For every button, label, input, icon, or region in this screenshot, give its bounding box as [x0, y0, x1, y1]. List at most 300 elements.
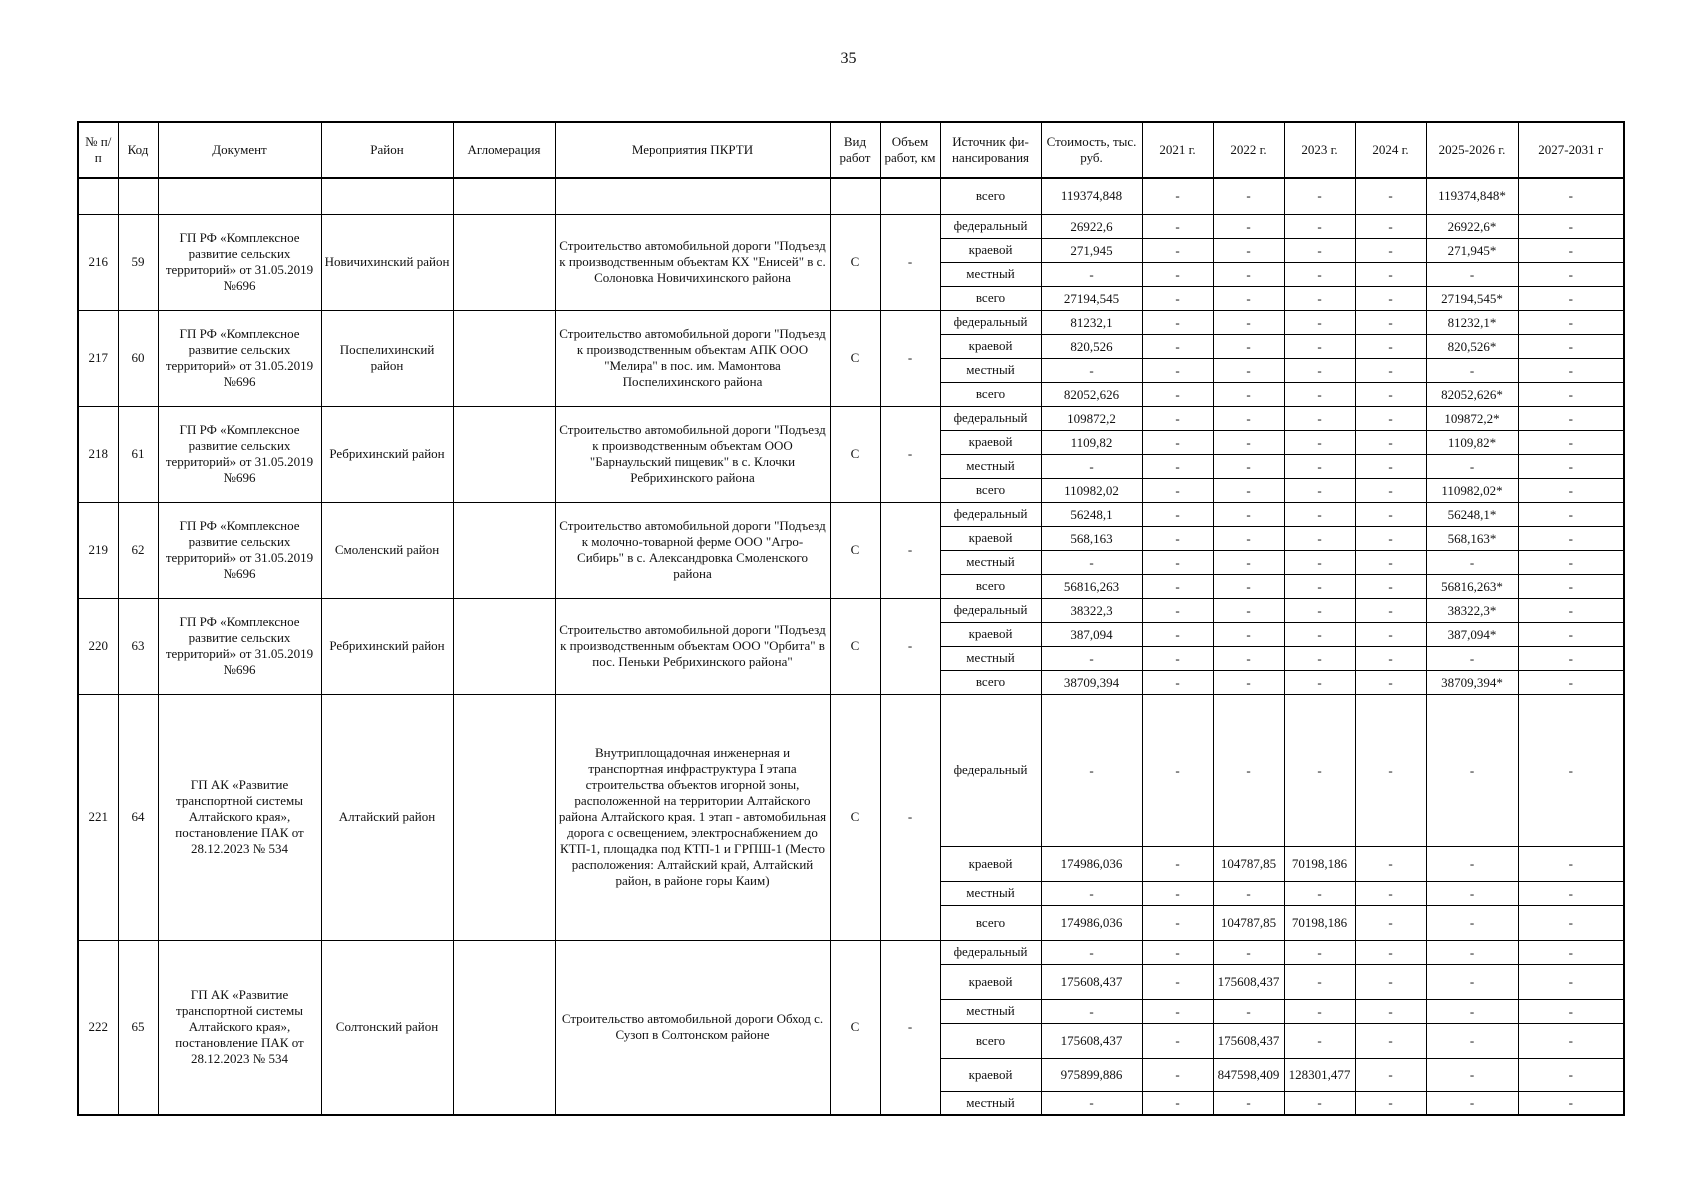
year-2025-2026-value: - [1426, 1023, 1518, 1058]
project-volume: - [880, 502, 940, 598]
project-district: Поспелихинский район [321, 310, 453, 406]
year-2022-value: - [1213, 646, 1284, 670]
year-2024-value: - [1355, 178, 1426, 214]
year-2023-value: - [1284, 550, 1355, 574]
project-code: 60 [118, 310, 158, 406]
cost-value: - [1041, 694, 1142, 846]
year-2027-2031-value: - [1518, 940, 1624, 964]
funding-source: федеральный [940, 406, 1041, 430]
year-2021-value: - [1142, 310, 1213, 334]
year-2022-value: - [1213, 238, 1284, 262]
cost-value: 271,945 [1041, 238, 1142, 262]
year-2027-2031-value: - [1518, 478, 1624, 502]
year-2022-value: 104787,85 [1213, 846, 1284, 881]
year-2021-value: - [1142, 670, 1213, 694]
project-document: ГП РФ «Комплексное развитие сельских территорий» от 31.05.2019 №696 [158, 598, 321, 694]
year-2024-value: - [1355, 646, 1426, 670]
project-volume: - [880, 940, 940, 1115]
year-2021-value: - [1142, 622, 1213, 646]
year-2024-value: - [1355, 262, 1426, 286]
project-document: ГП РФ «Комплексное развитие сельских территорий» от 31.05.2019 №696 [158, 310, 321, 406]
program-table [77, 121, 1625, 1116]
year-2024-value: - [1355, 574, 1426, 598]
project-row [78, 406, 1624, 430]
year-2025-2026-value: - [1426, 964, 1518, 999]
year-2023-value: - [1284, 382, 1355, 406]
year-2025-2026-value: 1109,82* [1426, 430, 1518, 454]
cost-value: 109872,2 [1041, 406, 1142, 430]
year-2024-value: - [1355, 358, 1426, 382]
project-work-type: С [830, 310, 880, 406]
year-2023-value: - [1284, 670, 1355, 694]
cost-value: 975899,886 [1041, 1058, 1142, 1091]
year-2022-value: 175608,437 [1213, 1023, 1284, 1058]
year-2025-2026-value: 81232,1* [1426, 310, 1518, 334]
header-document: Документ [158, 122, 321, 178]
project-agglomeration [453, 940, 555, 1115]
header-district: Район [321, 122, 453, 178]
project-work-type: С [830, 502, 880, 598]
project-district: Ребрихинский район [321, 406, 453, 502]
year-2023-value: - [1284, 598, 1355, 622]
year-2024-value: - [1355, 670, 1426, 694]
year-2023-value: - [1284, 214, 1355, 238]
year-2021-value: - [1142, 214, 1213, 238]
year-2024-value: - [1355, 999, 1426, 1023]
funding-source: федеральный [940, 598, 1041, 622]
year-2022-value: - [1213, 334, 1284, 358]
funding-source: всего [940, 670, 1041, 694]
year-2021-value: - [1142, 406, 1213, 430]
year-2027-2031-value: - [1518, 574, 1624, 598]
year-2025-2026-value: - [1426, 905, 1518, 940]
cost-value: - [1041, 550, 1142, 574]
cost-value: - [1041, 940, 1142, 964]
carry-over-row [78, 178, 1624, 214]
year-2024-value: - [1355, 940, 1426, 964]
header-agglomeration: Агломерация [453, 122, 555, 178]
cell [555, 178, 830, 214]
year-2021-value: - [1142, 646, 1213, 670]
year-2027-2031-value: - [1518, 694, 1624, 846]
year-2024-value: - [1355, 382, 1426, 406]
project-number: 219 [78, 502, 118, 598]
funding-source: краевой [940, 334, 1041, 358]
project-work-type: С [830, 694, 880, 940]
year-2023-value: - [1284, 238, 1355, 262]
year-2027-2031-value: - [1518, 999, 1624, 1023]
year-2025-2026-value: - [1426, 881, 1518, 905]
project-agglomeration [453, 214, 555, 310]
funding-source: местный [940, 999, 1041, 1023]
cell [78, 178, 118, 214]
year-2027-2031-value: - [1518, 670, 1624, 694]
cost-value: 38322,3 [1041, 598, 1142, 622]
year-2024-value: - [1355, 905, 1426, 940]
year-2023-value: 70198,186 [1284, 846, 1355, 881]
year-2027-2031-value: - [1518, 502, 1624, 526]
year-2022-value: - [1213, 622, 1284, 646]
project-number: 216 [78, 214, 118, 310]
cost-value: 26922,6 [1041, 214, 1142, 238]
year-2022-value: - [1213, 502, 1284, 526]
year-2023-value: - [1284, 310, 1355, 334]
project-volume: - [880, 406, 940, 502]
page-number: 35 [840, 50, 857, 67]
project-code: 59 [118, 214, 158, 310]
year-2022-value: - [1213, 430, 1284, 454]
year-2024-value: - [1355, 334, 1426, 358]
project-row [78, 310, 1624, 334]
year-2021-value: - [1142, 574, 1213, 598]
year-2025-2026-value: - [1426, 646, 1518, 670]
year-2025-2026-value: - [1426, 1058, 1518, 1091]
cell [118, 178, 158, 214]
year-2023-value: - [1284, 646, 1355, 670]
cost-value: 81232,1 [1041, 310, 1142, 334]
year-2025-2026-value: - [1426, 846, 1518, 881]
year-2025-2026-value: 56816,263* [1426, 574, 1518, 598]
year-2023-value: - [1284, 286, 1355, 310]
year-2024-value: - [1355, 694, 1426, 846]
project-measure: Строительство автомобильной дороги "Подъезд к производственным объектам ООО "Барнаульский пищевик" в с. Клочки Ребрихинского района [555, 406, 830, 502]
year-2023-value: - [1284, 178, 1355, 214]
year-2023-value: - [1284, 430, 1355, 454]
project-code: 65 [118, 940, 158, 1115]
funding-source: всего [940, 478, 1041, 502]
funding-source: всего [940, 286, 1041, 310]
year-2027-2031-value: - [1518, 550, 1624, 574]
project-work-type: С [830, 214, 880, 310]
year-2025-2026-value: 109872,2* [1426, 406, 1518, 430]
year-2025-2026-value: 387,094* [1426, 622, 1518, 646]
year-2024-value: - [1355, 478, 1426, 502]
funding-source: местный [940, 358, 1041, 382]
year-2025-2026-value: 38709,394* [1426, 670, 1518, 694]
year-2027-2031-value: - [1518, 238, 1624, 262]
project-row [78, 940, 1624, 964]
project-document: ГП РФ «Комплексное развитие сельских территорий» от 31.05.2019 №696 [158, 502, 321, 598]
year-2027-2031-value: - [1518, 358, 1624, 382]
funding-source: местный [940, 646, 1041, 670]
year-2025-2026-value: 26922,6* [1426, 214, 1518, 238]
year-2022-value: - [1213, 598, 1284, 622]
year-2025-2026-value: 119374,848* [1426, 178, 1518, 214]
year-2022-value: - [1213, 214, 1284, 238]
year-2022-value: - [1213, 550, 1284, 574]
header-work-type: Вид работ [830, 122, 880, 178]
year-2023-value: - [1284, 940, 1355, 964]
year-2021-value: - [1142, 286, 1213, 310]
funding-source: краевой [940, 622, 1041, 646]
project-row [78, 694, 1624, 846]
cost-value: 56816,263 [1041, 574, 1142, 598]
funding-source: краевой [940, 430, 1041, 454]
year-2022-value: - [1213, 310, 1284, 334]
year-2027-2031-value: - [1518, 964, 1624, 999]
year-2027-2031-value: - [1518, 286, 1624, 310]
table-header-row [78, 122, 1624, 178]
year-2025-2026-value: - [1426, 550, 1518, 574]
year-2021-value: - [1142, 358, 1213, 382]
project-row [78, 502, 1624, 526]
project-measure: Строительство автомобильной дороги "Подъезд к производственным объектам АПК ООО "Мелира" в пос. им. Мамонтова Поспелихинского района [555, 310, 830, 406]
year-2025-2026-value: - [1426, 262, 1518, 286]
year-2021-value: - [1142, 694, 1213, 846]
year-2027-2031-value: - [1518, 262, 1624, 286]
cell [158, 178, 321, 214]
cost-value: 175608,437 [1041, 1023, 1142, 1058]
year-2023-value: - [1284, 526, 1355, 550]
project-measure: Строительство автомобильной дороги Обход с. Сузоп в Солтонском районе [555, 940, 830, 1115]
header-2022: 2022 г. [1213, 122, 1284, 178]
cost-value: - [1041, 1091, 1142, 1115]
project-measure: Строительство автомобильной дороги "Подъезд к производственным объектам КХ "Енисей" в с. Солоновка Новичихинского района [555, 214, 830, 310]
header-num: № п/п [78, 122, 118, 178]
year-2027-2031-value: - [1518, 1058, 1624, 1091]
project-agglomeration [453, 502, 555, 598]
year-2021-value: - [1142, 334, 1213, 358]
header-code: Код [118, 122, 158, 178]
year-2025-2026-value: - [1426, 358, 1518, 382]
year-2023-value: - [1284, 1091, 1355, 1115]
project-code: 64 [118, 694, 158, 940]
project-code: 62 [118, 502, 158, 598]
cost-value: 56248,1 [1041, 502, 1142, 526]
project-number: 220 [78, 598, 118, 694]
cost-value: - [1041, 358, 1142, 382]
year-2021-value: - [1142, 964, 1213, 999]
year-2023-value: - [1284, 999, 1355, 1023]
year-2027-2031-value: - [1518, 622, 1624, 646]
funding-source: местный [940, 262, 1041, 286]
year-2023-value: - [1284, 964, 1355, 999]
project-number: 218 [78, 406, 118, 502]
cell [321, 178, 453, 214]
year-2027-2031-value: - [1518, 1023, 1624, 1058]
project-number: 217 [78, 310, 118, 406]
header-source: Источник фи-нансирования [940, 122, 1041, 178]
year-2024-value: - [1355, 430, 1426, 454]
funding-source: краевой [940, 964, 1041, 999]
project-work-type: С [830, 406, 880, 502]
funding-source: всего [940, 1023, 1041, 1058]
year-2021-value: - [1142, 454, 1213, 478]
year-2027-2031-value: - [1518, 1091, 1624, 1115]
year-2025-2026-value: 820,526* [1426, 334, 1518, 358]
year-2022-value: - [1213, 574, 1284, 598]
year-2025-2026-value: 271,945* [1426, 238, 1518, 262]
project-number: 222 [78, 940, 118, 1115]
cost-value: - [1041, 999, 1142, 1023]
project-district: Солтонский район [321, 940, 453, 1115]
year-2022-value: - [1213, 940, 1284, 964]
year-2024-value: - [1355, 1023, 1426, 1058]
year-2021-value: - [1142, 550, 1213, 574]
year-2021-value: - [1142, 598, 1213, 622]
year-2021-value: - [1142, 178, 1213, 214]
project-volume: - [880, 598, 940, 694]
funding-source: всего [940, 178, 1041, 214]
year-2025-2026-value: 568,163* [1426, 526, 1518, 550]
cost-value: 820,526 [1041, 334, 1142, 358]
year-2025-2026-value: 38322,3* [1426, 598, 1518, 622]
year-2025-2026-value: - [1426, 940, 1518, 964]
project-document: ГП АК «Развитие транспортной системы Алтайского края», постановление ПАК от 28.12.2023 № 534 [158, 694, 321, 940]
project-district: Смоленский район [321, 502, 453, 598]
year-2027-2031-value: - [1518, 382, 1624, 406]
year-2022-value: 175608,437 [1213, 964, 1284, 999]
year-2022-value: - [1213, 178, 1284, 214]
year-2022-value: - [1213, 478, 1284, 502]
funding-source: федеральный [940, 694, 1041, 846]
year-2023-value: - [1284, 1023, 1355, 1058]
year-2023-value: - [1284, 881, 1355, 905]
year-2025-2026-value: 82052,626* [1426, 382, 1518, 406]
year-2024-value: - [1355, 406, 1426, 430]
year-2024-value: - [1355, 502, 1426, 526]
funding-source: всего [940, 382, 1041, 406]
year-2023-value: - [1284, 574, 1355, 598]
year-2027-2031-value: - [1518, 905, 1624, 940]
year-2024-value: - [1355, 622, 1426, 646]
cell [880, 178, 940, 214]
funding-source: федеральный [940, 502, 1041, 526]
year-2023-value: - [1284, 502, 1355, 526]
year-2027-2031-value: - [1518, 178, 1624, 214]
project-district: Алтайский район [321, 694, 453, 940]
year-2021-value: - [1142, 940, 1213, 964]
year-2022-value: - [1213, 670, 1284, 694]
year-2023-value: 70198,186 [1284, 905, 1355, 940]
year-2023-value: - [1284, 454, 1355, 478]
project-volume: - [880, 694, 940, 940]
funding-source: краевой [940, 238, 1041, 262]
year-2022-value: - [1213, 526, 1284, 550]
project-volume: - [880, 310, 940, 406]
year-2024-value: - [1355, 526, 1426, 550]
project-document: ГП АК «Развитие транспортной системы Алтайского края», постановление ПАК от 28.12.2023 № 534 [158, 940, 321, 1115]
year-2023-value: - [1284, 406, 1355, 430]
project-document: ГП РФ «Комплексное развитие сельских территорий» от 31.05.2019 №696 [158, 406, 321, 502]
year-2023-value: - [1284, 262, 1355, 286]
cost-value: 387,094 [1041, 622, 1142, 646]
cost-value: 174986,036 [1041, 846, 1142, 881]
year-2024-value: - [1355, 598, 1426, 622]
year-2021-value: - [1142, 238, 1213, 262]
year-2022-value: - [1213, 382, 1284, 406]
year-2024-value: - [1355, 310, 1426, 334]
cell [830, 178, 880, 214]
header-2027-2031: 2027-2031 г [1518, 122, 1624, 178]
year-2021-value: - [1142, 905, 1213, 940]
year-2027-2031-value: - [1518, 598, 1624, 622]
year-2023-value: 128301,477 [1284, 1058, 1355, 1091]
year-2024-value: - [1355, 238, 1426, 262]
year-2021-value: - [1142, 1091, 1213, 1115]
funding-source: местный [940, 454, 1041, 478]
header-2025-2026: 2025-2026 г. [1426, 122, 1518, 178]
year-2024-value: - [1355, 214, 1426, 238]
header-measures: Мероприятия ПКРТИ [555, 122, 830, 178]
cost-value: 27194,545 [1041, 286, 1142, 310]
year-2022-value: - [1213, 454, 1284, 478]
cost-value: 110982,02 [1041, 478, 1142, 502]
funding-source: местный [940, 1091, 1041, 1115]
year-2021-value: - [1142, 502, 1213, 526]
header-2023: 2023 г. [1284, 122, 1355, 178]
year-2021-value: - [1142, 1058, 1213, 1091]
project-row [78, 214, 1624, 238]
header-2024: 2024 г. [1355, 122, 1426, 178]
year-2027-2031-value: - [1518, 646, 1624, 670]
year-2024-value: - [1355, 881, 1426, 905]
year-2024-value: - [1355, 846, 1426, 881]
project-agglomeration [453, 598, 555, 694]
project-work-type: С [830, 598, 880, 694]
year-2027-2031-value: - [1518, 430, 1624, 454]
year-2022-value: - [1213, 999, 1284, 1023]
year-2022-value: - [1213, 358, 1284, 382]
cost-value: - [1041, 881, 1142, 905]
year-2021-value: - [1142, 526, 1213, 550]
year-2027-2031-value: - [1518, 881, 1624, 905]
funding-source: местный [940, 881, 1041, 905]
project-measure: Строительство автомобильной дороги "Подъезд к молочно-товарной ферме ООО "Агро-Сибирь" в с. Александровка Смоленского района [555, 502, 830, 598]
year-2021-value: - [1142, 382, 1213, 406]
year-2027-2031-value: - [1518, 406, 1624, 430]
year-2024-value: - [1355, 550, 1426, 574]
funding-source: краевой [940, 526, 1041, 550]
project-district: Новичихинский район [321, 214, 453, 310]
cost-value: 1109,82 [1041, 430, 1142, 454]
project-document: ГП РФ «Комплексное развитие сельских территорий» от 31.05.2019 №696 [158, 214, 321, 310]
project-agglomeration [453, 310, 555, 406]
year-2021-value: - [1142, 881, 1213, 905]
cost-value: 38709,394 [1041, 670, 1142, 694]
year-2022-value: - [1213, 1091, 1284, 1115]
funding-source: всего [940, 905, 1041, 940]
header-volume: Объем работ, км [880, 122, 940, 178]
year-2022-value: - [1213, 262, 1284, 286]
year-2025-2026-value: - [1426, 454, 1518, 478]
cost-value: - [1041, 646, 1142, 670]
year-2021-value: - [1142, 1023, 1213, 1058]
year-2027-2031-value: - [1518, 334, 1624, 358]
project-volume: - [880, 214, 940, 310]
project-code: 63 [118, 598, 158, 694]
year-2022-value: - [1213, 406, 1284, 430]
year-2021-value: - [1142, 846, 1213, 881]
year-2025-2026-value: 110982,02* [1426, 478, 1518, 502]
cost-value: 82052,626 [1041, 382, 1142, 406]
cost-value: 119374,848 [1041, 178, 1142, 214]
year-2025-2026-value: - [1426, 1091, 1518, 1115]
year-2023-value: - [1284, 334, 1355, 358]
year-2025-2026-value: 27194,545* [1426, 286, 1518, 310]
year-2024-value: - [1355, 286, 1426, 310]
year-2022-value: - [1213, 286, 1284, 310]
project-measure: Внутриплощадочная инженерная и транспортная инфраструктура I этапа строительства объектов игорной зоны, расположенной на территории Алтайского района Алтайского края. 1 этап - автомобильная дорога с освещением, электроснабжением до КТП-1, площадка под КТП-1 и ГРПШ-1 (Место расположения: Алтайский край, Алтайский район, в районе горы Каим) [555, 694, 830, 940]
project-work-type: С [830, 940, 880, 1115]
funding-source: федеральный [940, 214, 1041, 238]
year-2025-2026-value: 56248,1* [1426, 502, 1518, 526]
year-2021-value: - [1142, 430, 1213, 454]
year-2021-value: - [1142, 262, 1213, 286]
year-2027-2031-value: - [1518, 310, 1624, 334]
year-2025-2026-value: - [1426, 999, 1518, 1023]
year-2022-value: - [1213, 881, 1284, 905]
